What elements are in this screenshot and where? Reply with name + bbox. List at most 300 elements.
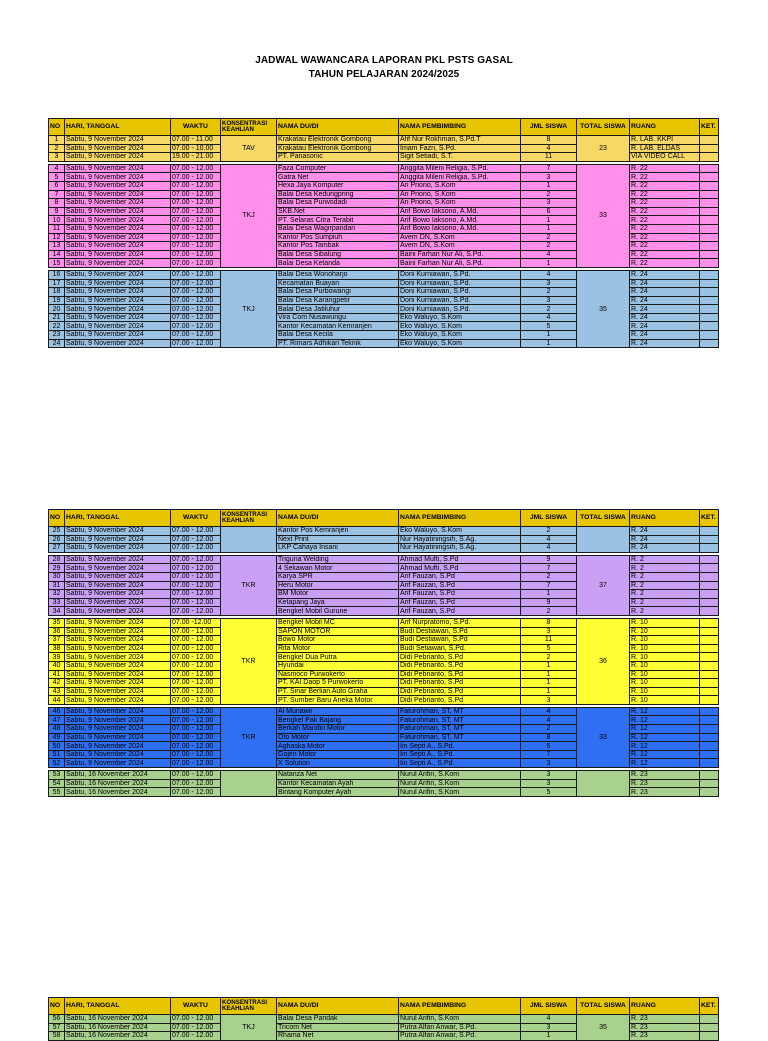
row-nama-dudi: Balai Desa Wagirpandan: [277, 224, 399, 233]
row-jml-siswa: 9: [521, 555, 577, 564]
row-konsentrasi: TKR: [221, 555, 277, 615]
row-hari-tanggal: Sabtu, 9 November 2024: [65, 296, 171, 305]
row-total-siswa: 35: [577, 270, 630, 347]
row-no: 29: [49, 564, 65, 573]
row-ruang: R. 10: [630, 653, 700, 662]
row-nama-dudi: Al Munawir: [277, 707, 399, 716]
row-no: 15: [49, 259, 65, 268]
row-jml-siswa: 4: [521, 544, 577, 553]
header-row: [49, 119, 719, 136]
row-waktu: 07.00 - 12.00: [171, 564, 221, 573]
row-no: 2: [49, 144, 65, 153]
row-total-siswa: 35: [577, 1015, 630, 1041]
row-waktu: 07.00 - 12.00: [171, 572, 221, 581]
row-ket: [700, 572, 719, 581]
row-waktu: 07.00 - 12.00: [171, 598, 221, 607]
row-hari-tanggal: Sabtu, 9 November 2024: [65, 572, 171, 581]
row-nama-pembimbing: Ari Priono, S.Kom: [399, 199, 521, 208]
row-waktu: 07.00 - 12.00: [171, 627, 221, 636]
row-nama-pembimbing: Budi Setiawan, S.Pd.: [399, 644, 521, 653]
row-waktu: 07.00 - 12.00: [171, 1032, 221, 1041]
row-nama-pembimbing: Didi Pebrianto, S.Pd: [399, 696, 521, 705]
row-ket: [700, 296, 719, 305]
row-hari-tanggal: Sabtu, 9 November 2024: [65, 190, 171, 199]
row-waktu: 07.00 - 12.00: [171, 181, 221, 190]
row-nama-dudi: Tricom Net: [277, 1023, 399, 1032]
row-hari-tanggal: Sabtu, 9 November 2024: [65, 644, 171, 653]
row-no: 49: [49, 733, 65, 742]
row-hari-tanggal: Sabtu, 9 November 2024: [65, 199, 171, 208]
row-waktu: 07.00 - 12.00: [171, 779, 221, 788]
row-hari-tanggal: Sabtu, 9 November 2024: [65, 270, 171, 279]
row-waktu: 07.00 - 12.00: [171, 661, 221, 670]
row-waktu: 07.00 - 12.00: [171, 581, 221, 590]
header-no: NO: [49, 998, 65, 1015]
table-row: [49, 771, 719, 780]
row-ket: [700, 788, 719, 797]
row-nama-dudi: PT. KAI Daop 5 Purwokerto: [277, 679, 399, 688]
row-ruang: R. 10: [630, 644, 700, 653]
document-title-line-1: JADWAL WAWANCARA LAPORAN PKL PSTS GASAL: [255, 55, 513, 66]
row-waktu: 07.00 - 12.00: [171, 331, 221, 340]
row-nama-pembimbing: Eko Waluyo, S.Kom: [399, 313, 521, 322]
row-waktu: 07.00 - 12.00: [171, 590, 221, 599]
row-hari-tanggal: Sabtu, 9 November 2024: [65, 618, 171, 627]
row-hari-tanggal: Sabtu, 9 November 2024: [65, 696, 171, 705]
row-waktu: 07.00 - 12.00: [171, 555, 221, 564]
row-konsentrasi: [221, 527, 277, 553]
header-ket: KET.: [700, 510, 719, 527]
row-ket: [700, 544, 719, 553]
row-ruang: R. 24: [630, 339, 700, 348]
row-no: 14: [49, 250, 65, 259]
row-ket: [700, 707, 719, 716]
header-nama-pembimbing: NAMA PEMBIMBING: [399, 119, 521, 136]
header-ket: KET.: [700, 998, 719, 1015]
row-nama-dudi: Rifa Motor: [277, 644, 399, 653]
row-jml-siswa: 1: [521, 259, 577, 268]
table-row: [49, 527, 719, 536]
row-no: 12: [49, 233, 65, 242]
row-no: 25: [49, 527, 65, 536]
row-ruang: R. 24: [630, 279, 700, 288]
row-jml-siswa: 2: [521, 572, 577, 581]
row-ket: [700, 590, 719, 599]
row-no: 30: [49, 572, 65, 581]
row-ruang: R. 10: [630, 661, 700, 670]
header-row: [49, 510, 719, 527]
row-jml-siswa: 3: [521, 1023, 577, 1032]
row-waktu: 07.00 - 12.00: [171, 190, 221, 199]
row-no: 58: [49, 1032, 65, 1041]
row-ket: [700, 207, 719, 216]
row-hari-tanggal: Sabtu, 9 November 2024: [65, 555, 171, 564]
row-nama-pembimbing: Didi Pebrianto, S.Pd: [399, 661, 521, 670]
row-ruang: R. 2: [630, 607, 700, 616]
row-hari-tanggal: Sabtu, 9 November 2024: [65, 153, 171, 162]
row-ket: [700, 190, 719, 199]
row-ruang: R. 10: [630, 670, 700, 679]
row-hari-tanggal: Sabtu, 9 November 2024: [65, 759, 171, 768]
row-no: 55: [49, 788, 65, 797]
row-nama-pembimbing: Arif Fauzan, S.Pd: [399, 607, 521, 616]
row-no: 35: [49, 618, 65, 627]
row-no: 5: [49, 173, 65, 182]
row-hari-tanggal: Sabtu, 9 November 2024: [65, 164, 171, 173]
row-nama-pembimbing: Doni Kurniawan, S.Pd.: [399, 270, 521, 279]
row-no: 4: [49, 164, 65, 173]
row-total-siswa: 33: [577, 164, 630, 267]
row-ruang: R. 12: [630, 759, 700, 768]
row-ruang: R. 24: [630, 527, 700, 536]
row-ket: [700, 339, 719, 348]
row-konsentrasi: TKR: [221, 707, 277, 767]
row-jml-siswa: 1: [521, 687, 577, 696]
header-jml-siswa: JML SISWA: [521, 119, 577, 136]
row-jml-siswa: 7: [521, 564, 577, 573]
row-konsentrasi: TKJ: [221, 270, 277, 347]
row-ruang: R. 2: [630, 572, 700, 581]
row-no: 41: [49, 670, 65, 679]
row-hari-tanggal: Sabtu, 9 November 2024: [65, 687, 171, 696]
row-jml-siswa: 5: [521, 742, 577, 751]
row-waktu: 07.00 - 12.00: [171, 164, 221, 173]
row-nama-pembimbing: Faturohman, ST, MT: [399, 707, 521, 716]
row-jml-siswa: 7: [521, 581, 577, 590]
row-hari-tanggal: Sabtu, 9 November 2024: [65, 581, 171, 590]
row-hari-tanggal: Sabtu, 9 November 2024: [65, 750, 171, 759]
row-nama-pembimbing: Anggita Mileni Religia, S.Pd.: [399, 164, 521, 173]
row-nama-pembimbing: Ahmad Mufti, S.Pd: [399, 555, 521, 564]
row-ruang: R. 10: [630, 679, 700, 688]
row-no: 11: [49, 224, 65, 233]
row-waktu: 07.00 - 12.00: [171, 313, 221, 322]
row-waktu: 07.00 - 12.00: [171, 173, 221, 182]
row-ket: [700, 322, 719, 331]
row-nama-pembimbing: Didi Pebrianto, S.Pd: [399, 679, 521, 688]
row-no: 56: [49, 1015, 65, 1024]
row-hari-tanggal: Sabtu, 16 November 2024: [65, 771, 171, 780]
row-jml-siswa: 8: [521, 733, 577, 742]
header-waktu: WAKTU: [171, 510, 221, 527]
row-jml-siswa: 1: [521, 1032, 577, 1041]
row-jml-siswa: 7: [521, 164, 577, 173]
row-nama-dudi: Gojen Motor: [277, 750, 399, 759]
row-ket: [700, 598, 719, 607]
row-hari-tanggal: Sabtu, 9 November 2024: [65, 661, 171, 670]
row-ket: [700, 305, 719, 314]
row-nama-dudi: Balai Desa Ketanda: [277, 259, 399, 268]
row-no: 19: [49, 296, 65, 305]
row-nama-dudi: Balai Desa Kedungpring: [277, 190, 399, 199]
row-hari-tanggal: Sabtu, 9 November 2024: [65, 207, 171, 216]
row-jml-siswa: 2: [521, 653, 577, 662]
row-waktu: 07.00 - 12.00: [171, 1023, 221, 1032]
row-hari-tanggal: Sabtu, 9 November 2024: [65, 233, 171, 242]
row-nama-pembimbing: Ari Priono, S.Kom: [399, 190, 521, 199]
row-no: 3: [49, 153, 65, 162]
row-ket: [700, 313, 719, 322]
row-jml-siswa: 4: [521, 313, 577, 322]
row-ket: [700, 581, 719, 590]
row-ket: [700, 270, 719, 279]
row-jml-siswa: 5: [521, 788, 577, 797]
row-jml-siswa: 7: [521, 750, 577, 759]
header-nama-dudi: NAMA DU/DI: [277, 998, 399, 1015]
row-ket: [700, 199, 719, 208]
row-hari-tanggal: Sabtu, 9 November 2024: [65, 216, 171, 225]
row-nama-dudi: Kantor Kecamatan Kemranjen: [277, 322, 399, 331]
row-waktu: 07.00 - 12.00: [171, 199, 221, 208]
row-waktu: 07.00 - 12.00: [171, 305, 221, 314]
row-ket: [700, 279, 719, 288]
row-waktu: 07.00 - 12.00: [171, 544, 221, 553]
row-nama-dudi: PT. Sumber Baru Aneka Motor: [277, 696, 399, 705]
row-ket: [700, 164, 719, 173]
row-jml-siswa: 2: [521, 242, 577, 251]
row-no: 57: [49, 1023, 65, 1032]
row-ket: [700, 653, 719, 662]
row-nama-dudi: Balai Desa Sibalung: [277, 250, 399, 259]
row-nama-dudi: Balai Desa Pandak: [277, 1015, 399, 1024]
row-nama-dudi: Kantor Kecamatan Ayah: [277, 779, 399, 788]
row-nama-pembimbing: Faturohman, ST, MT: [399, 725, 521, 734]
row-total-siswa: 36: [577, 618, 630, 704]
row-no: 34: [49, 607, 65, 616]
row-ruang: R. 24: [630, 296, 700, 305]
row-nama-dudi: Hexa Jaya Komputer: [277, 181, 399, 190]
row-ket: [700, 331, 719, 340]
header-nama-dudi: NAMA DU/DI: [277, 119, 399, 136]
row-nama-dudi: Aghaska Motor: [277, 742, 399, 751]
row-nama-dudi: Natanza Net: [277, 771, 399, 780]
row-hari-tanggal: Sabtu, 9 November 2024: [65, 313, 171, 322]
row-ruang: R. 2: [630, 555, 700, 564]
row-nama-pembimbing: Arif Bowo Iaksono, A.Md.: [399, 224, 521, 233]
table-row: [49, 1015, 719, 1024]
row-no: 54: [49, 779, 65, 788]
row-nama-pembimbing: Doni Kurniawan, S.Pd.: [399, 296, 521, 305]
table-row: [49, 270, 719, 279]
row-ket: [700, 733, 719, 742]
row-nama-dudi: Balai Desa Purwodadi: [277, 199, 399, 208]
row-hari-tanggal: Sabtu, 9 November 2024: [65, 716, 171, 725]
row-waktu: 07.00 - 12.00: [171, 288, 221, 297]
row-ket: [700, 607, 719, 616]
row-nama-dudi: Berkah Mandiri Motor: [277, 725, 399, 734]
row-jml-siswa: 1: [521, 661, 577, 670]
row-konsentrasi: [221, 771, 277, 797]
row-ruang: R. 2: [630, 581, 700, 590]
row-nama-pembimbing: Anggita Mileni Religia, S.Pd.: [399, 173, 521, 182]
row-jml-siswa: 2: [521, 288, 577, 297]
row-ruang: R. 2: [630, 598, 700, 607]
row-nama-pembimbing: Eko Waluyo, S.Kom: [399, 331, 521, 340]
header-row: [49, 998, 719, 1015]
row-ket: [700, 527, 719, 536]
row-ruang: R. 2: [630, 564, 700, 573]
header-nama-pembimbing: NAMA PEMBIMBING: [399, 998, 521, 1015]
header-no: NO: [49, 119, 65, 136]
row-jml-siswa: 4: [521, 716, 577, 725]
row-waktu: 07.00 - 12.00: [171, 224, 221, 233]
row-waktu: 07.00 - 12.00: [171, 607, 221, 616]
row-nama-dudi: Balai Desa Karangpetir: [277, 296, 399, 305]
row-ket: [700, 224, 719, 233]
row-ruang: R. 2: [630, 590, 700, 599]
row-no: 8: [49, 199, 65, 208]
row-nama-dudi: LKP Cahaya Insani: [277, 544, 399, 553]
row-waktu: 07.00 - 12.00: [171, 759, 221, 768]
row-no: 22: [49, 322, 65, 331]
header-ruang: RUANG: [630, 998, 700, 1015]
row-waktu: 07.00 - 12.00: [171, 1015, 221, 1024]
row-jml-siswa: 8: [521, 136, 577, 145]
row-ruang: R. 12: [630, 733, 700, 742]
row-hari-tanggal: Sabtu, 9 November 2024: [65, 322, 171, 331]
row-no: 1: [49, 136, 65, 145]
row-ket: [700, 670, 719, 679]
row-ket: [700, 644, 719, 653]
row-jml-siswa: 4: [521, 535, 577, 544]
row-ruang: R. 23: [630, 1015, 700, 1024]
row-nama-dudi: Triguna Welding: [277, 555, 399, 564]
row-ruang: R. 24: [630, 535, 700, 544]
header-konsentrasi: KONSENTRASI KEAHLIAN: [221, 510, 277, 527]
row-total-siswa: [577, 771, 630, 797]
row-ruang: R. 23: [630, 779, 700, 788]
schedule-table: [48, 509, 719, 797]
row-ket: [700, 771, 719, 780]
row-jml-siswa: 3: [521, 771, 577, 780]
header-hari-tanggal: HARI, TANGGAL: [65, 510, 171, 527]
table-row: [49, 136, 719, 145]
row-nama-pembimbing: Doni Kurniawan, S.Pd.: [399, 305, 521, 314]
row-ruang: R. 22: [630, 242, 700, 251]
row-ruang: R. 22: [630, 173, 700, 182]
row-waktu: 19.00 - 21.00: [171, 153, 221, 162]
row-no: 31: [49, 581, 65, 590]
row-jml-siswa: 1: [521, 339, 577, 348]
row-no: 51: [49, 750, 65, 759]
row-ket: [700, 750, 719, 759]
row-no: 10: [49, 216, 65, 225]
row-hari-tanggal: Sabtu, 9 November 2024: [65, 331, 171, 340]
row-jml-siswa: 3: [521, 759, 577, 768]
row-nama-pembimbing: Faturohman, ST, MT: [399, 716, 521, 725]
table-row: [49, 707, 719, 716]
row-hari-tanggal: Sabtu, 9 November 2024: [65, 181, 171, 190]
row-jml-siswa: 2: [521, 725, 577, 734]
row-no: 46: [49, 707, 65, 716]
row-no: 18: [49, 288, 65, 297]
row-waktu: 07.00 - 12.00: [171, 216, 221, 225]
row-ket: [700, 173, 719, 182]
row-nama-dudi: Balai Desa Jatiluhur: [277, 305, 399, 314]
row-nama-dudi: Next Print: [277, 535, 399, 544]
row-no: 28: [49, 555, 65, 564]
row-ket: [700, 250, 719, 259]
row-hari-tanggal: Sabtu, 9 November 2024: [65, 242, 171, 251]
row-nama-pembimbing: Nur Hayatiningsih, S.Ag.: [399, 544, 521, 553]
header-konsentrasi: KONSENTRASI KEAHLIAN: [221, 119, 277, 136]
row-nama-dudi: Balai Desa Purbowangi: [277, 288, 399, 297]
row-jml-siswa: 6: [521, 207, 577, 216]
row-jml-siswa: 1: [521, 331, 577, 340]
row-ket: [700, 1032, 719, 1041]
row-ket: [700, 687, 719, 696]
row-nama-dudi: Gatra Net: [277, 173, 399, 182]
row-no: 21: [49, 313, 65, 322]
row-ruang: R. 12: [630, 707, 700, 716]
header-ruang: RUANG: [630, 119, 700, 136]
row-waktu: 07.00 - 12.00: [171, 535, 221, 544]
row-no: 40: [49, 661, 65, 670]
header-total-siswa: TOTAL SISWA: [577, 998, 630, 1015]
header-waktu: WAKTU: [171, 998, 221, 1015]
row-hari-tanggal: Sabtu, 9 November 2024: [65, 544, 171, 553]
row-hari-tanggal: Sabtu, 9 November 2024: [65, 679, 171, 688]
row-no: 23: [49, 331, 65, 340]
row-nama-pembimbing: Arif Fauzan, S.Pd: [399, 598, 521, 607]
row-waktu: 07.00 - 12.00: [171, 270, 221, 279]
row-no: 24: [49, 339, 65, 348]
row-hari-tanggal: Sabtu, 9 November 2024: [65, 653, 171, 662]
row-ruang: R. 22: [630, 164, 700, 173]
row-no: 33: [49, 598, 65, 607]
row-ket: [700, 564, 719, 573]
row-waktu: 07.00 - 12.00: [171, 679, 221, 688]
row-no: 52: [49, 759, 65, 768]
row-waktu: 07.00 - 12.00: [171, 242, 221, 251]
row-no: 16: [49, 270, 65, 279]
row-jml-siswa: 3: [521, 779, 577, 788]
row-waktu: 07.00 - 12.00: [171, 339, 221, 348]
row-nama-pembimbing: Arif Fauzan, S.Pd: [399, 590, 521, 599]
row-hari-tanggal: Sabtu, 9 November 2024: [65, 527, 171, 536]
schedule-table: [48, 997, 719, 1041]
row-ruang: R. 23: [630, 771, 700, 780]
header-no: NO: [49, 510, 65, 527]
row-nama-dudi: Balai Desa Wonoharjo: [277, 270, 399, 279]
row-jml-siswa: 2: [521, 607, 577, 616]
row-nama-pembimbing: Arif Bowo Iaksono, A.Md.: [399, 207, 521, 216]
row-hari-tanggal: Sabtu, 9 November 2024: [65, 144, 171, 153]
row-waktu: 07.00 - 12.00: [171, 707, 221, 716]
row-nama-pembimbing: Nurul Arifin, S.Kom: [399, 771, 521, 780]
row-ket: [700, 742, 719, 751]
header-jml-siswa: JML SISWA: [521, 510, 577, 527]
row-hari-tanggal: Sabtu, 9 November 2024: [65, 288, 171, 297]
row-ket: [700, 725, 719, 734]
document-title-line-2: TAHUN PELAJARAN 2024/2025: [308, 69, 460, 80]
row-waktu: 07.00 - 12.00: [171, 296, 221, 305]
row-konsentrasi: TKR: [221, 618, 277, 704]
row-nama-dudi: Bintang Komputer Ayah: [277, 788, 399, 797]
row-nama-pembimbing: Eko Waluyo, S.Kom: [399, 527, 521, 536]
row-nama-dudi: Kecamatan Buayan: [277, 279, 399, 288]
row-ket: [700, 1015, 719, 1024]
header-nama-pembimbing: NAMA PEMBIMBING: [399, 510, 521, 527]
row-nama-dudi: PT. Sinar Berlian Auto Graha: [277, 687, 399, 696]
row-waktu: 07.00 - 12.00: [171, 733, 221, 742]
row-waktu: 07.00 - 12.00: [171, 670, 221, 679]
row-nama-pembimbing: Didi Pebrianto, S.Pd: [399, 670, 521, 679]
row-hari-tanggal: Sabtu, 9 November 2024: [65, 670, 171, 679]
row-ruang: R. 24: [630, 305, 700, 314]
row-hari-tanggal: Sabtu, 9 November 2024: [65, 733, 171, 742]
row-jml-siswa: 3: [521, 173, 577, 182]
